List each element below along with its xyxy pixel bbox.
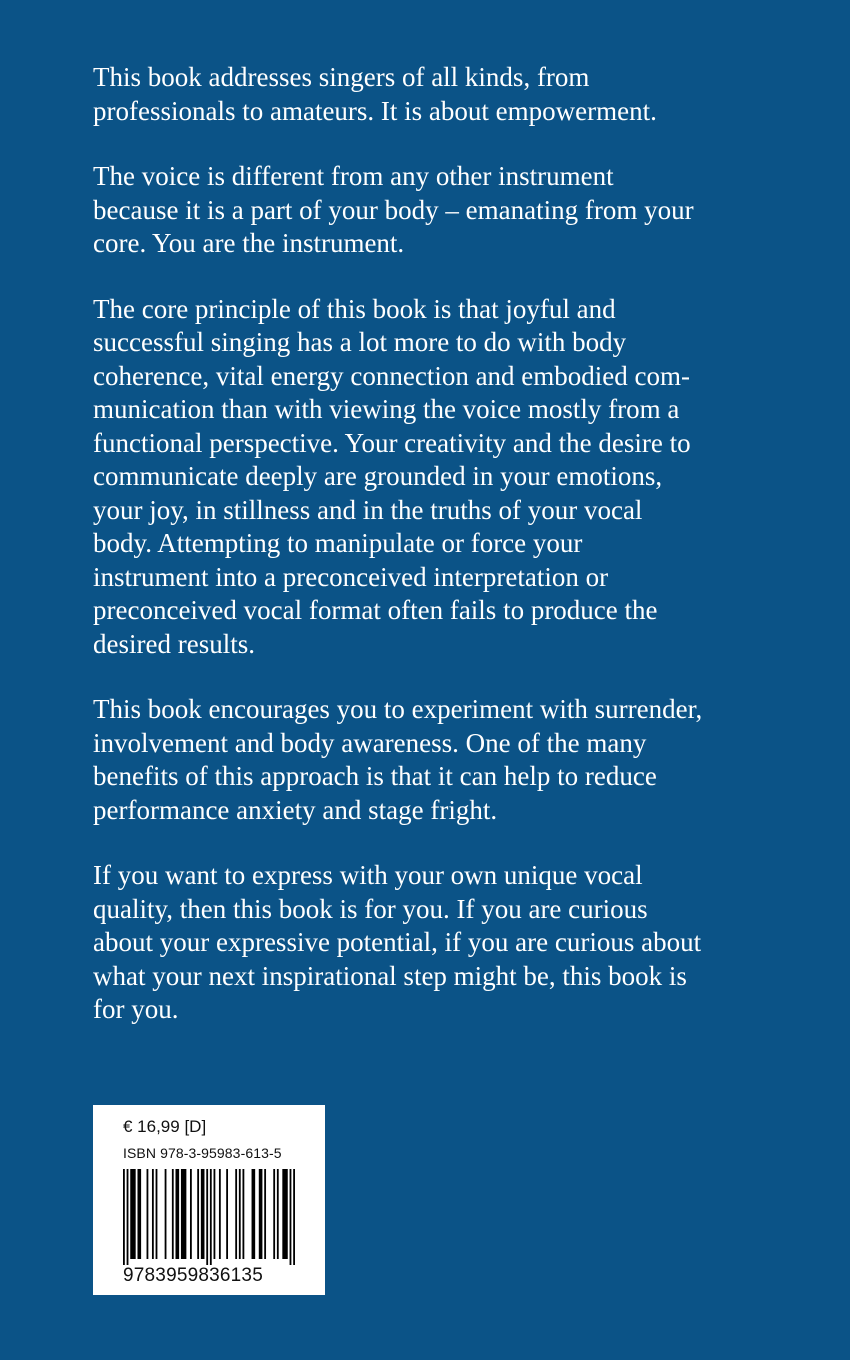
blurb-line: for you. — [93, 994, 179, 1024]
blurb-line: benefits of this approach is that it can help to reduce — [93, 761, 657, 791]
blurb-line: desired results. — [93, 628, 255, 659]
blurb-paragraph-1 — [93, 61, 793, 128]
blurb-line: performance anxiety and stage fright. — [93, 794, 498, 825]
blurb-line: involvement and body awareness. One of the many — [93, 727, 647, 758]
ean-number: 9783959836135 — [123, 1265, 263, 1286]
barcode-bar — [235, 1169, 237, 1259]
barcode-bar — [219, 1169, 221, 1259]
barcode-bar — [147, 1169, 149, 1259]
barcode-bar — [210, 1169, 212, 1265]
blurb-paragraph-5 — [93, 859, 793, 1027]
blurb-paragraph-2 — [93, 160, 793, 261]
blurb-line: professionals to amateurs. It is about empowerment. — [93, 95, 657, 126]
barcode-bar — [123, 1169, 125, 1265]
blurb-line: preconceived vocal format often fails to produce the — [93, 595, 658, 625]
blurb-line: body. Attempting to manipulate or force your — [93, 528, 583, 558]
isbn-text: ISBN 978-3-95983-613-5 — [123, 1145, 282, 1161]
barcode-bar — [137, 1169, 141, 1259]
barcode-bar — [239, 1169, 241, 1259]
barcode-bar — [181, 1169, 186, 1259]
barcode-graphic — [123, 1169, 295, 1265]
barcode-bar — [273, 1169, 275, 1259]
blurb-line: your joy, in stillness and in the truths of your vocal — [93, 494, 643, 525]
barcode-bar — [252, 1169, 256, 1259]
barcode-bar — [190, 1169, 192, 1259]
barcode-bar — [242, 1169, 244, 1259]
barcode-bar — [293, 1169, 295, 1265]
barcode-bar — [172, 1169, 174, 1259]
barcode-bar — [127, 1169, 129, 1265]
barcode-bar — [197, 1169, 199, 1259]
blurb-line: core. You are the instrument. — [93, 228, 405, 258]
blurb-line: instrument into a preconceived interpretation or — [93, 561, 609, 592]
blurb-line: quality, then this book is for you. If you are curious — [93, 893, 648, 924]
blurb-line: coherence, vital energy connection and embodied com- — [93, 360, 691, 391]
blurb-paragraph-3 — [93, 293, 793, 662]
blurb-line: The core principle of this book is that joyful and — [93, 293, 616, 324]
blurb-line: This book encourages you to experiment with surrender, — [93, 694, 703, 724]
barcode-bar — [152, 1169, 154, 1259]
blurb-line: successful singing has a lot more to do with body — [93, 327, 627, 357]
blurb-line: If you want to express with your own unique vocal — [93, 860, 643, 890]
barcode-bar — [165, 1169, 167, 1259]
barcode-bar — [214, 1169, 216, 1259]
blurb-line: communicate deeply are grounded in your emotions, — [93, 461, 663, 491]
barcode-bar — [156, 1169, 158, 1259]
blurb-line: about your expressive potential, if you are curious about — [93, 927, 702, 957]
blurb-line: The voice is different from any other instrument — [93, 161, 614, 191]
blurb-paragraph-4 — [93, 693, 793, 827]
blurb-line: functional perspective. Your creativity and the desire to — [93, 427, 691, 458]
price-text: € 16,99 [D] — [123, 1117, 207, 1136]
barcode-bar — [206, 1169, 208, 1265]
blurb-line: because it is a part of your body – emanating from your — [93, 194, 694, 225]
blurb-line: munication than with viewing the voice mostly from a — [93, 394, 680, 424]
barcode-bar — [201, 1169, 205, 1259]
blurb-line: what your next inspirational step might be, this book is — [93, 960, 687, 991]
barcode-bar — [259, 1169, 263, 1259]
barcode-label — [93, 1105, 325, 1295]
blurb-line: This book addresses singers of all kinds, from — [93, 62, 590, 92]
barcode-bar — [176, 1169, 180, 1259]
barcode-bar — [282, 1169, 287, 1259]
barcode-bar — [290, 1169, 292, 1265]
barcode-bar — [264, 1169, 266, 1259]
barcode-bar — [226, 1169, 228, 1259]
blurb-text — [93, 61, 793, 1059]
barcode-bar — [277, 1169, 279, 1259]
barcode-bar — [130, 1169, 135, 1259]
